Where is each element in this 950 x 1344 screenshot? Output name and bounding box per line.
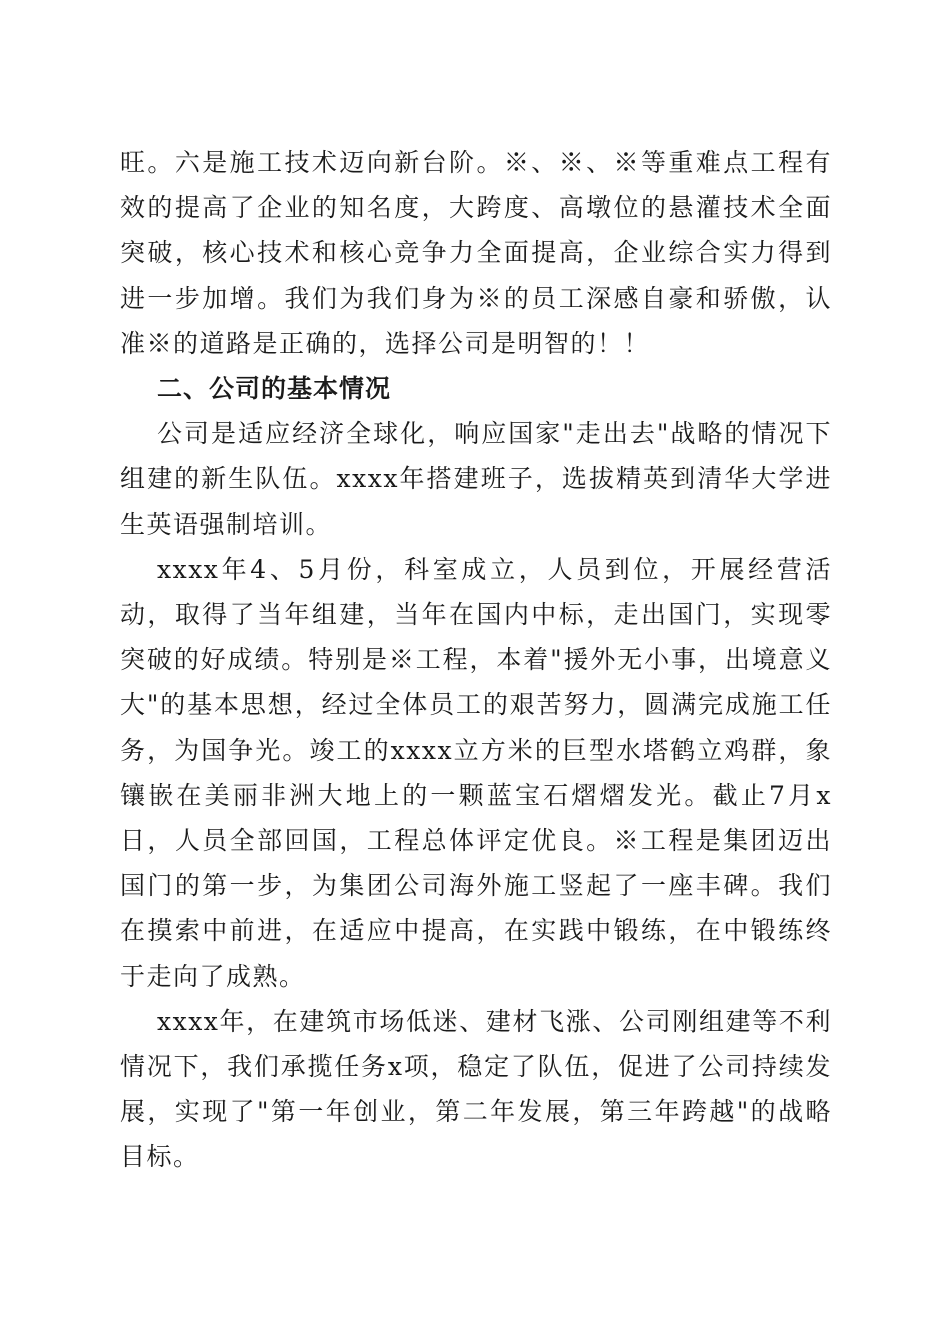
- paragraph-overseas-project: xxxx年4、5月份，科室成立，人员到位，开展经营活动，取得了当年组建，当年在国内中标，走出国门，实现零突破的好成绩。特别是※工程，本着"援外无小事，出境意义大"的基本思想，经过全体员工的艰苦努力，圆满完成施工任务，为国争光。竣工的xxxx立方米的巨型水塔鹤立鸡群，象镶嵌在美丽非洲大地上的一颗蓝宝石熠熠发光。截止7月x日，人员全部回国，工程总体评定优良。※工程是集团迈出国门的第一步，为集团公司海外施工竖起了一座丰碑。我们在摸索中前进，在适应中提高，在实践中锻练，在中锻练终于走向了成熟。: [120, 554, 832, 991]
- section-heading: 二、公司的基本情况: [157, 374, 392, 404]
- paragraph-company-founding: 公司是适应经济全球化，响应国家"走出去"战略的情况下组建的新生队伍。xxxx年搭建班子，选拔精英到清华大学进生英语强制培训。: [120, 419, 832, 539]
- paragraph-strategic-goal: xxxx年，在建筑市场低迷、建材飞涨、公司刚组建等不利情况下，我们承揽任务x项，稳定了队伍，促进了公司持续发展，实现了"第一年创业，第二年发展，第三年跨越"的战略目标。: [120, 1006, 832, 1172]
- document-body: [120, 140, 832, 1180]
- paragraph-intro-continuation: 旺。六是施工技术迈向新台阶。※、※、※等重难点工程有效的提高了企业的知名度，大跨度、高墩位的悬灌技术全面突破，核心技术和核心竞争力全面提高，企业综合实力得到进一步加增。我们为我们身为※的员工深感自豪和骄傲，认准※的道路是正确的，选择公司是明智的！！: [120, 148, 832, 358]
